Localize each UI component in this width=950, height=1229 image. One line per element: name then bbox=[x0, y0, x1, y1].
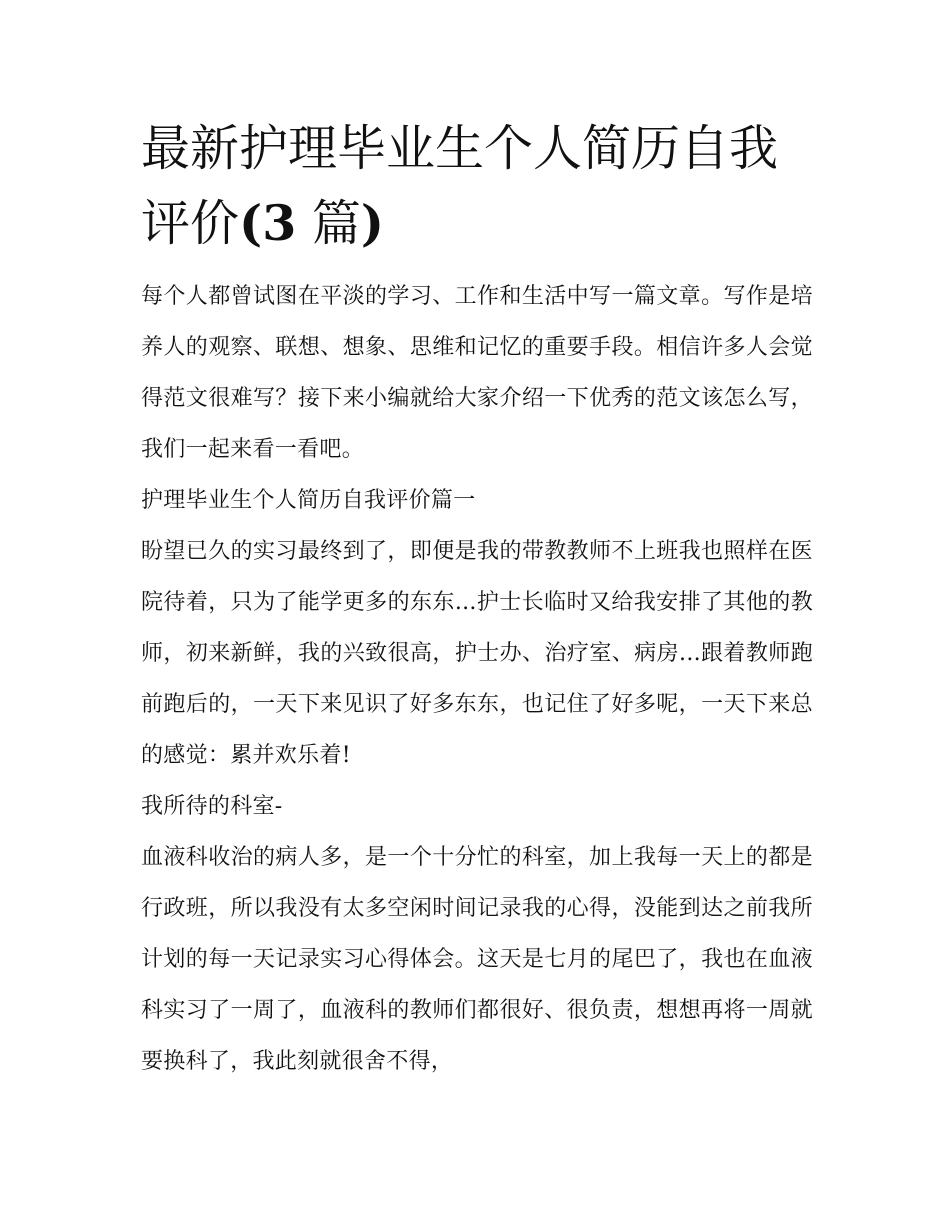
body-paragraph: 盼望已久的实习最终到了，即便是我的带教教师不上班我也照样在医院待着，只为了能学更多的东东...护士长临时又给我安排了其他的教师，初来新鲜，我的兴致很高，护士办、治疗室、病房...跟着教师跑前跑后的，一天下来见识了好多东东，也记住了好多呢，一天下来总的感觉：累并欢乐着! bbox=[141, 539, 813, 768]
section-heading: 护理毕业生个人简历自我评价篇一 bbox=[141, 488, 476, 513]
document-page bbox=[141, 112, 813, 1087]
title-line-1: 最新护理毕业生个人简历自我 bbox=[141, 120, 779, 177]
intro-paragraph: 每个人都曾试图在平淡的学习、工作和生活中写一篇文章。写作是培养人的观察、联想、想象、思维和记忆的重要手段。相信许多人会觉得范文很难写？接下来小编就给大家介绍一下优秀的范文该怎么写，我们一起来看一看吧。 bbox=[141, 284, 813, 462]
body-paragraph: 血液科收治的病人多，是一个十分忙的科室，加上我每一天上的都是行政班，所以我没有太多空闲时间记录我的心得，没能到达之前我所计划的每一天记录实习心得体会。这天是七月的尾巴了，我也在血液科实习了一周了，血液科的教师们都很好、很负责，想想再将一周就要换科了，我此刻就很舍不得， bbox=[141, 845, 813, 1074]
document-body bbox=[141, 271, 813, 1087]
title-line-2: 评价(3 篇) bbox=[141, 194, 385, 252]
department-line: 我所待的科室- bbox=[141, 794, 283, 819]
document-title bbox=[141, 112, 813, 261]
